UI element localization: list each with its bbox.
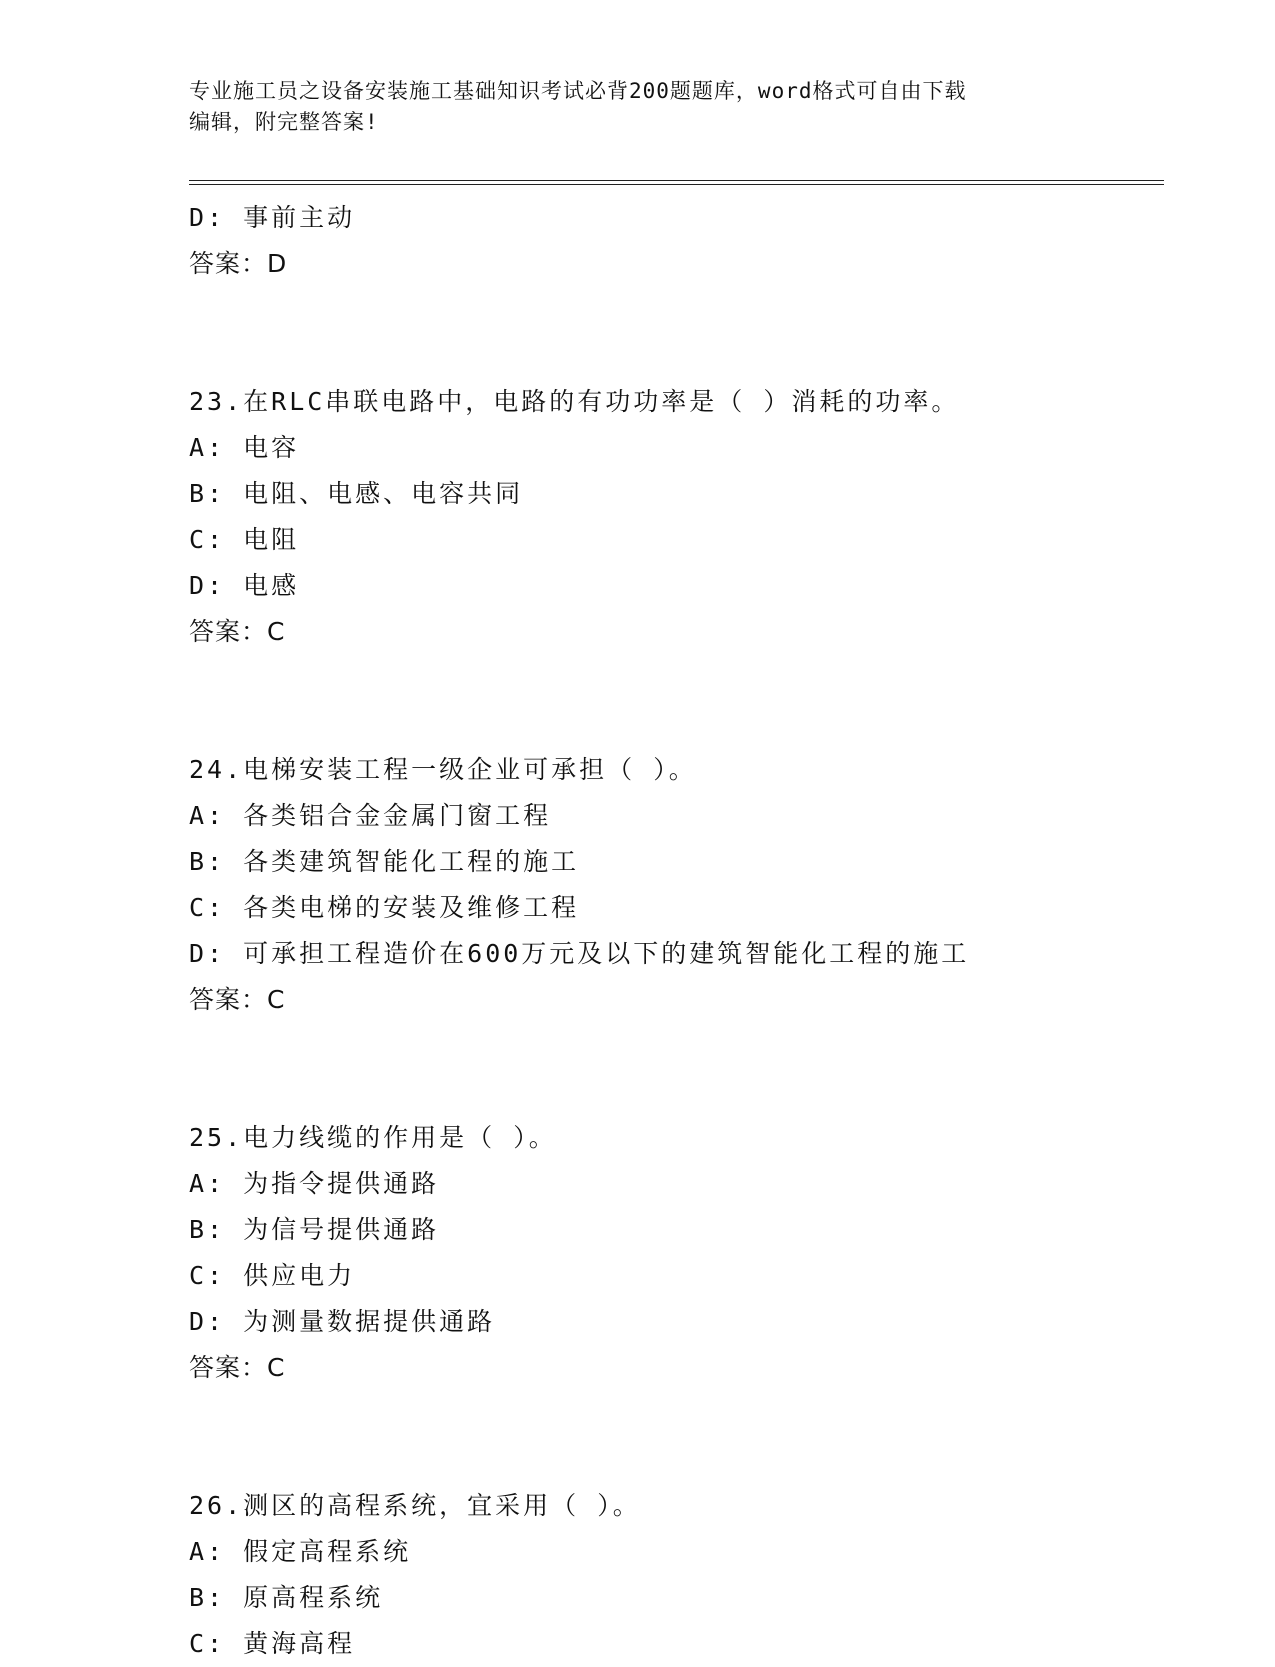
question-stem: 23.在RLC串联电路中，电路的有功功率是（ ）消耗的功率。 xyxy=(189,387,960,416)
previous-question-tail xyxy=(189,195,1189,287)
option-b: B: 各类建筑智能化工程的施工 xyxy=(189,847,580,876)
document-header xyxy=(189,76,1069,138)
answer-line: 答案：C xyxy=(189,985,286,1014)
question-24 xyxy=(189,747,1189,1023)
header-divider-top xyxy=(189,180,1164,181)
spacer xyxy=(189,655,1189,747)
option-a: A: 电容 xyxy=(189,433,300,462)
option-d: D: 事前主动 xyxy=(189,203,356,232)
option-b: B: 原高程系统 xyxy=(189,1583,384,1612)
option-c: C: 电阻 xyxy=(189,525,300,554)
question-26 xyxy=(189,1483,1189,1667)
header-line-1: 专业施工员之设备安装施工基础知识考试必背200题题库，word格式可自由下载 xyxy=(189,79,967,103)
question-23 xyxy=(189,379,1189,655)
option-b: B: 电阻、电感、电容共同 xyxy=(189,479,524,508)
question-25 xyxy=(189,1115,1189,1391)
option-a: A: 各类铝合金金属门窗工程 xyxy=(189,801,552,830)
option-d: D: 电感 xyxy=(189,571,300,600)
question-stem: 25.电力线缆的作用是（ ）。 xyxy=(189,1123,557,1152)
option-d: D: 为测量数据提供通路 xyxy=(189,1307,496,1336)
spacer xyxy=(189,1391,1189,1483)
answer-line: 答案：D xyxy=(189,249,288,278)
header-divider-bottom xyxy=(189,184,1164,185)
option-b: B: 为信号提供通路 xyxy=(189,1215,440,1244)
question-stem: 24.电梯安装工程一级企业可承担（ ）。 xyxy=(189,755,697,784)
spacer xyxy=(189,287,1189,379)
header-line-2: 编辑，附完整答案! xyxy=(189,110,379,134)
spacer xyxy=(189,1023,1189,1115)
option-a: A: 假定高程系统 xyxy=(189,1537,412,1566)
option-c: C: 各类电梯的安装及维修工程 xyxy=(189,893,580,922)
option-c: C: 黄海高程 xyxy=(189,1629,356,1658)
option-a: A: 为指令提供通路 xyxy=(189,1169,440,1198)
option-c: C: 供应电力 xyxy=(189,1261,356,1290)
answer-line: 答案：C xyxy=(189,1353,286,1382)
document-body xyxy=(189,195,1189,1667)
question-stem: 26.测区的高程系统，宜采用（ ）。 xyxy=(189,1491,641,1520)
option-d: D: 可承担工程造价在600万元及以下的建筑智能化工程的施工 xyxy=(189,939,970,968)
answer-line: 答案：C xyxy=(189,617,286,646)
